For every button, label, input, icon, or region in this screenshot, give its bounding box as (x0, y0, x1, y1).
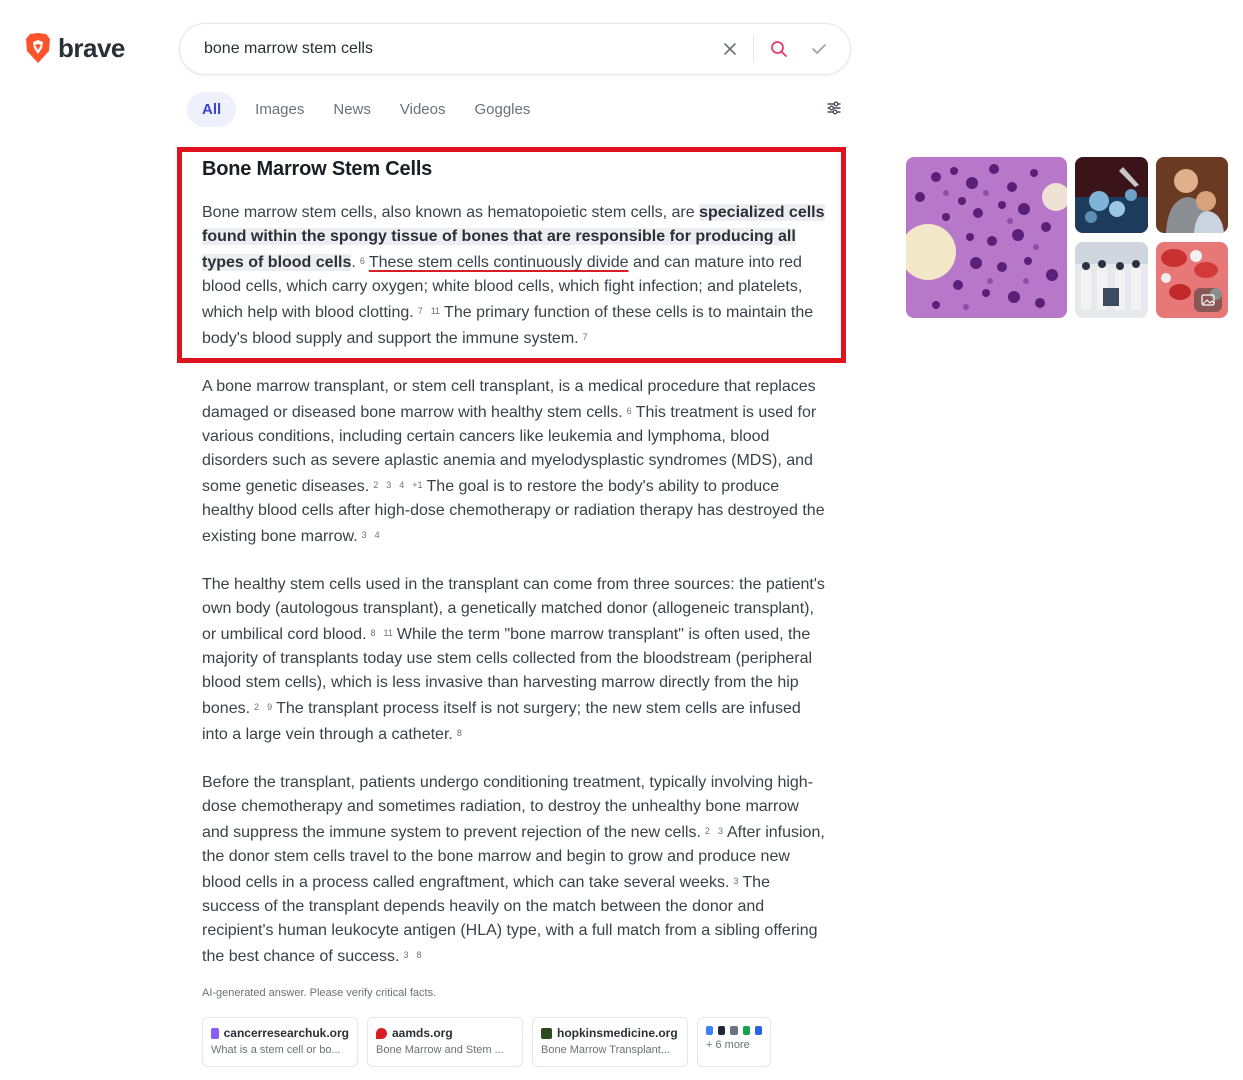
source-favicon-icon (376, 1028, 387, 1039)
citation[interactable]: 9 (267, 702, 273, 712)
underlined-text: These stem cells continuously divide (368, 254, 629, 271)
filter-settings-icon[interactable] (826, 100, 842, 121)
citation[interactable]: 8 (370, 628, 376, 638)
citation[interactable]: 2 (254, 702, 260, 712)
tab-images[interactable]: Images (255, 101, 305, 118)
text: and can mature into red blood cells, which carry oxygen; white blood cells, which fight infection; and platelets, which help with blood clotting. (202, 254, 803, 321)
favicon-icon (743, 1026, 750, 1035)
tab-news[interactable]: News (333, 101, 371, 118)
favicon-icon (730, 1026, 737, 1035)
citation[interactable]: 2 (704, 826, 710, 836)
citation[interactable]: 8 (416, 950, 422, 960)
blood-cells-image[interactable] (1156, 242, 1228, 318)
text: . (351, 254, 356, 271)
citation[interactable]: 11 (430, 306, 441, 316)
source-card[interactable] (532, 1017, 688, 1067)
text: The healthy stem cells used in the transplant can come from three sources: the patient's own body (autologous transplant), a genetically matched donor (allogeneic transplant), or umbilical cord blood. (202, 576, 825, 643)
citation[interactable]: 7 (582, 332, 588, 342)
more-sources-card[interactable] (697, 1017, 771, 1067)
tab-goggles[interactable]: Goggles (474, 101, 531, 118)
text: The goal is to restore the body's ability to produce healthy blood cells after high-dose chemotherapy or radiation therapy has destroyed the existing bone marrow. (202, 478, 825, 545)
text: A bone marrow transplant, or stem cell transplant, is a medical procedure that replaces damaged or diseased bone marrow with healthy stem cells. (202, 378, 816, 421)
stem-cells-3d-image[interactable] (1075, 157, 1148, 233)
tab-videos[interactable]: Videos (399, 101, 446, 118)
text: Before the transplant, patients undergo conditioning treatment, typically involving high-dose chemotherapy and sometimes radiation, to destroy the unhealthy bone marrow and suppress the immune system to prevent rejection of the new cells. (202, 774, 814, 841)
text: Bone marrow stem cells, also known as hematopoietic stem cells, are (202, 204, 700, 221)
family-hug-image[interactable] (1156, 157, 1228, 233)
tab-all[interactable]: All (187, 92, 236, 127)
more-sources-label: + 6 more (706, 1039, 750, 1051)
source-cards (202, 1017, 771, 1067)
source-snippet: What is a stem cell or bo... (211, 1044, 341, 1056)
source-domain: hopkinsmedicine.org (557, 1026, 678, 1040)
citation[interactable]: 6 (359, 256, 365, 266)
text: This treatment is used for various conditions, including certain cancers like leukemia and lymphoma, blood disorders such as severe aplastic anemia and myelodysplastic syndromes (MDS), and some genetic diseases. (202, 404, 817, 495)
citation[interactable]: 3 (733, 876, 739, 886)
ai-disclaimer: AI-generated answer. Please verify critical facts. (202, 987, 437, 999)
search-bar[interactable] (179, 23, 851, 75)
citation[interactable]: 3 (717, 826, 723, 836)
image-gallery-icon[interactable] (1194, 288, 1222, 312)
more-favicons (706, 1026, 762, 1035)
citation[interactable]: 6 (626, 406, 632, 416)
brave-logo[interactable] (24, 32, 125, 64)
clear-icon[interactable] (719, 38, 741, 60)
text: The success of the transplant depends heavily on the match between the donor and recipient's human leukocyte antigen (HLA) type, with a full match from a sibling offering the best chance of success. (202, 874, 818, 965)
answer-paragraph-4 (202, 771, 826, 969)
citation[interactable]: 11 (383, 628, 393, 638)
check-icon[interactable] (808, 38, 830, 60)
search-divider (753, 36, 754, 62)
text: The transplant process itself is not surgery; the new stem cells are infused into a large vein through a catheter. (202, 700, 801, 743)
citation[interactable]: 3 (386, 480, 392, 490)
favicon-icon (706, 1026, 713, 1035)
brand-name: brave (58, 32, 125, 63)
citation[interactable]: 3 (361, 530, 367, 540)
answer-paragraph-3 (202, 573, 826, 747)
citation[interactable]: 4 (399, 480, 405, 490)
source-snippet: Bone Marrow and Stem ... (376, 1044, 504, 1056)
favicon-icon (718, 1026, 725, 1035)
citation[interactable]: 8 (456, 728, 462, 738)
source-card[interactable] (202, 1017, 358, 1067)
highlighted-text: specialized cells found within the spongy tissue of bones that are responsible for producing all types of blood cells (202, 204, 825, 271)
search-input[interactable]: bone marrow stem cells (204, 40, 373, 57)
answer-paragraph-1 (202, 201, 826, 351)
ai-answer (202, 158, 826, 993)
citation[interactable]: 3 (403, 950, 409, 960)
microscopy-image[interactable] (906, 157, 1067, 318)
search-icon[interactable] (768, 38, 790, 60)
brave-lion-icon (24, 32, 52, 64)
citation[interactable]: 7 (417, 306, 423, 316)
favicon-icon (755, 1026, 762, 1035)
answer-title: Bone Marrow Stem Cells (202, 158, 433, 180)
answer-paragraph-2 (202, 375, 826, 549)
source-domain: cancerresearchuk.org (223, 1026, 349, 1040)
text: While the term "bone marrow transplant" is often used, the majority of transplants today use stem cells collected from the bloodstream (peripheral blood stem cells), which is less invasive than harvesting marrow directly from the hip bones. (202, 626, 813, 717)
source-domain: aamds.org (392, 1026, 453, 1040)
text: After infusion, the donor stem cells travel to the bone marrow and begin to grow and produce new blood cells in a process called engraftment, which can take several weeks. (202, 824, 825, 891)
source-favicon-icon (211, 1028, 219, 1039)
text: The primary function of these cells is to maintain the body's blood supply and support the immune system. (202, 304, 814, 347)
citation-more[interactable]: +1 (412, 480, 423, 490)
citation[interactable]: 2 (373, 480, 379, 490)
source-card[interactable] (367, 1017, 523, 1067)
medical-team-image[interactable] (1075, 242, 1148, 318)
citation[interactable]: 4 (374, 530, 380, 540)
search-tabs (187, 92, 549, 127)
source-snippet: Bone Marrow Transplant... (541, 1044, 671, 1056)
source-favicon-icon (541, 1028, 552, 1039)
